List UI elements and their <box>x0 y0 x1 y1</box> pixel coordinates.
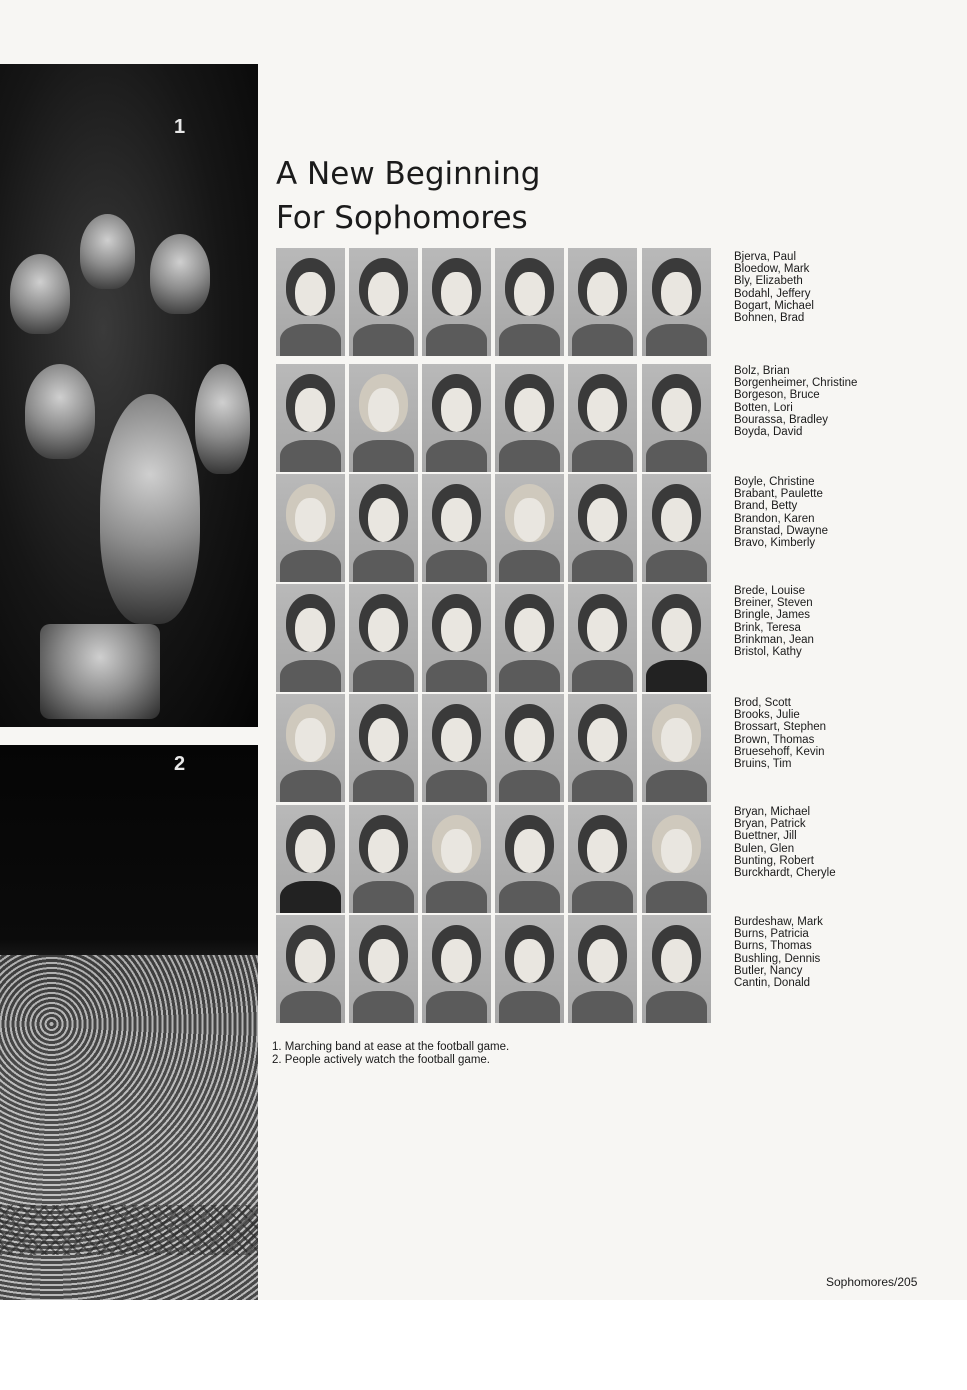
student-name: Bristol, Kathy <box>734 646 802 659</box>
student-name: Bulen, Glen <box>734 842 795 855</box>
student-portrait <box>422 805 491 913</box>
student-name: Burns, Thomas <box>734 940 812 953</box>
caption: 1. Marching band at ease at the football game. <box>272 1041 510 1053</box>
student-portrait <box>642 805 711 913</box>
student-portrait <box>276 584 345 692</box>
student-name: Bushling, Dennis <box>734 952 821 965</box>
student-name: Burns, Patricia <box>734 928 809 941</box>
student-portrait <box>422 364 491 472</box>
portrait-row <box>276 248 736 356</box>
photo-number: 2 <box>174 753 186 775</box>
student-portrait <box>276 805 345 913</box>
student-name: Brossart, Stephen <box>734 721 827 734</box>
student-portrait <box>568 364 637 472</box>
portrait-row <box>276 364 736 472</box>
student-portrait <box>422 474 491 582</box>
student-name: Bourassa, Bradley <box>734 413 828 426</box>
name-list <box>734 916 934 989</box>
student-name: Burckhardt, Cheryle <box>734 867 836 880</box>
student-name: Bloedow, Mark <box>734 263 810 276</box>
band-member <box>10 254 70 334</box>
student-portrait <box>642 915 711 1023</box>
student-name: Brown, Thomas <box>734 733 815 746</box>
photo-number: 1 <box>174 116 186 138</box>
student-portrait <box>349 248 418 356</box>
football-crowd-photo <box>0 745 258 1300</box>
student-name: Bruesehoff, Kevin <box>734 745 825 758</box>
name-list <box>734 476 934 549</box>
student-portrait <box>642 694 711 802</box>
marching-band-photo <box>0 64 258 727</box>
student-name: Borgenheimer, Christine <box>734 377 858 390</box>
student-portrait <box>495 584 564 692</box>
name-list <box>734 365 934 438</box>
student-portrait <box>276 474 345 582</box>
page-footer: Sophomores/205 <box>826 1275 918 1289</box>
student-portrait <box>568 694 637 802</box>
band-member <box>150 234 210 314</box>
student-name: Brod, Scott <box>734 697 791 709</box>
student-name: Botten, Lori <box>734 401 793 414</box>
student-portrait <box>642 364 711 472</box>
student-name: Bunting, Robert <box>734 854 814 867</box>
student-name: Bogart, Michael <box>734 299 814 312</box>
student-portrait <box>568 248 637 356</box>
student-name: Buettner, Jill <box>734 830 797 843</box>
student-portrait <box>422 694 491 802</box>
student-name: Butler, Nancy <box>734 964 803 977</box>
student-portrait <box>568 915 637 1023</box>
student-portrait <box>422 915 491 1023</box>
student-portrait <box>568 474 637 582</box>
student-name: Brabant, Paulette <box>734 488 823 501</box>
name-list <box>734 697 934 770</box>
title-line-1: A New Beginning <box>276 156 541 192</box>
student-portrait <box>495 474 564 582</box>
drum <box>40 624 160 719</box>
student-name: Boyda, David <box>734 426 803 439</box>
band-member <box>100 394 200 624</box>
student-name: Bjerva, Paul <box>734 251 797 263</box>
student-portrait <box>422 248 491 356</box>
band-member <box>25 364 95 459</box>
student-name: Boyle, Christine <box>734 476 815 488</box>
photo-captions <box>272 1041 509 1067</box>
student-portrait <box>276 915 345 1023</box>
student-name: Bodahl, Jeffery <box>734 287 811 300</box>
name-list <box>734 251 934 324</box>
portrait-row <box>276 474 736 582</box>
student-portrait <box>276 248 345 356</box>
student-portrait <box>495 694 564 802</box>
student-name: Bolz, Brian <box>734 365 790 377</box>
student-portrait <box>349 805 418 913</box>
student-portrait <box>642 584 711 692</box>
student-portrait <box>349 584 418 692</box>
student-name: Bryan, Michael <box>734 806 811 818</box>
portrait-row <box>276 805 736 913</box>
student-portrait <box>349 694 418 802</box>
student-portrait <box>568 584 637 692</box>
student-portrait <box>495 805 564 913</box>
name-list <box>734 806 934 879</box>
student-portrait <box>349 364 418 472</box>
band-member <box>80 214 135 289</box>
student-portrait <box>642 248 711 356</box>
student-name: Brinkman, Jean <box>734 633 814 646</box>
student-name: Breiner, Steven <box>734 597 813 610</box>
student-name: Burdeshaw, Mark <box>734 916 823 928</box>
student-name: Brooks, Julie <box>734 709 800 722</box>
page-title <box>276 152 696 240</box>
student-name: Bryan, Patrick <box>734 818 806 831</box>
fence <box>0 1205 258 1255</box>
student-portrait <box>568 805 637 913</box>
student-name: Borgeson, Bruce <box>734 389 820 402</box>
student-name: Brink, Teresa <box>734 621 801 634</box>
student-name: Bly, Elizabeth <box>734 275 803 288</box>
student-name: Brand, Betty <box>734 500 798 513</box>
name-list <box>734 585 934 658</box>
student-portrait <box>276 694 345 802</box>
portrait-row <box>276 694 736 802</box>
student-portrait <box>642 474 711 582</box>
band-member <box>195 364 250 474</box>
portrait-row <box>276 915 736 1023</box>
student-portrait <box>495 364 564 472</box>
student-name: Bringle, James <box>734 609 811 622</box>
title-line-2: For Sophomores <box>276 200 528 236</box>
student-name: Brandon, Karen <box>734 512 815 525</box>
student-portrait <box>422 584 491 692</box>
student-name: Brede, Louise <box>734 585 805 597</box>
student-portrait <box>349 915 418 1023</box>
caption: 2. People actively watch the football game. <box>272 1054 490 1066</box>
student-name: Bruins, Tim <box>734 758 792 771</box>
student-portrait <box>495 248 564 356</box>
student-name: Bravo, Kimberly <box>734 537 816 550</box>
student-name: Branstad, Dwayne <box>734 524 828 537</box>
student-name: Bohnen, Brad <box>734 312 805 325</box>
portrait-row <box>276 584 736 692</box>
student-portrait <box>276 364 345 472</box>
student-portrait <box>495 915 564 1023</box>
student-name: Cantin, Donald <box>734 977 811 990</box>
student-portrait <box>349 474 418 582</box>
